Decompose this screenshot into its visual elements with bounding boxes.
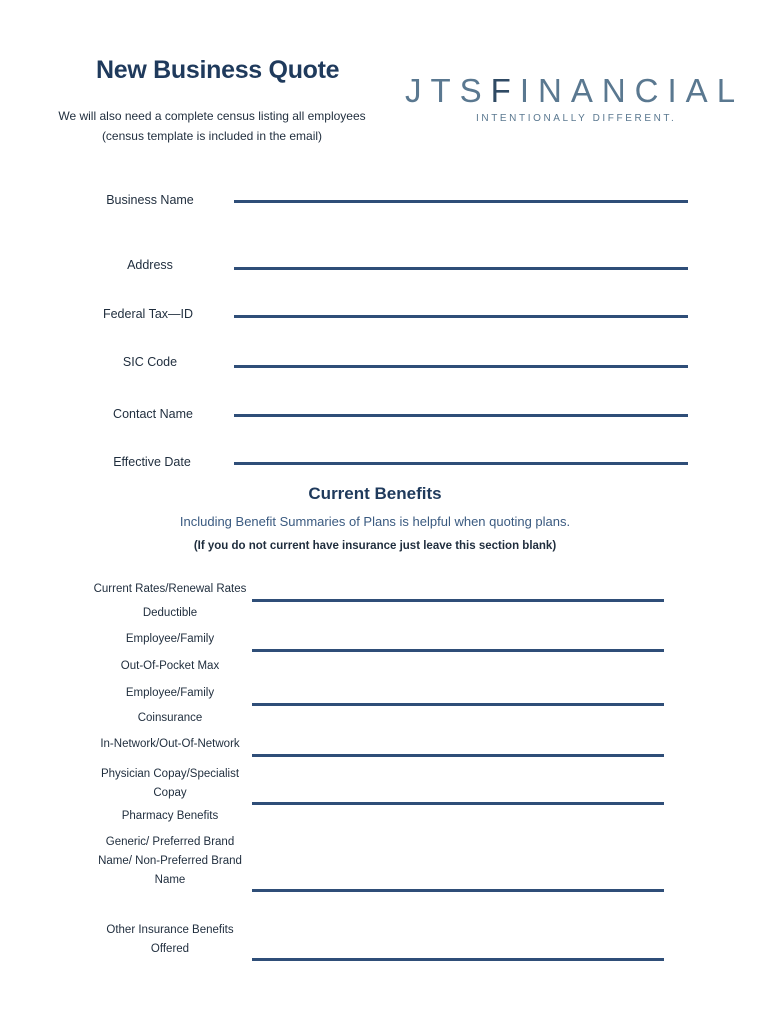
contact-name-field[interactable] <box>234 414 688 417</box>
logo-text-part-1: JTS <box>405 72 491 109</box>
coinsurance-field[interactable] <box>252 754 664 757</box>
other-benefits-label-2: Offered <box>150 943 190 955</box>
business-name-label: Business Name <box>106 193 194 207</box>
physician-copay-label-2: Copay <box>153 787 187 799</box>
other-benefits-field[interactable] <box>252 958 664 961</box>
pharmacy-benefits-field[interactable] <box>252 889 664 892</box>
page-title: New Business Quote <box>96 56 340 84</box>
current-rates-field[interactable] <box>252 599 664 602</box>
current-rates-label: Current Rates/Renewal Rates <box>93 583 247 595</box>
business-name-field[interactable] <box>234 200 688 203</box>
address-label: Address <box>127 258 173 272</box>
company-logo <box>405 72 744 110</box>
pharmacy-benefits-label: Pharmacy Benefits <box>121 810 219 822</box>
physician-copay-field[interactable] <box>252 802 664 805</box>
logo-text-part-3: INANCIAL <box>519 72 745 109</box>
section-note: (If you do not current have insurance just leave this section blank) <box>193 540 557 552</box>
effective-date-label: Effective Date <box>113 455 191 469</box>
generic-brand-label-1: Generic/ Preferred Brand <box>105 836 235 848</box>
generic-brand-label-3: Name <box>154 874 186 886</box>
effective-date-field[interactable] <box>234 462 688 465</box>
employee-family-label-2: Employee/Family <box>125 687 215 699</box>
generic-brand-label-2: Name/ Non-Preferred Brand <box>98 855 242 867</box>
census-note-line-2: (census template is included in the email) <box>101 129 323 143</box>
employee-family-label-1: Employee/Family <box>125 633 215 645</box>
federal-tax-id-label: Federal Tax—ID <box>102 307 194 321</box>
deductible-field[interactable] <box>252 649 664 652</box>
federal-tax-id-field[interactable] <box>234 315 688 318</box>
section-subtitle: Including Benefit Summaries of Plans is helpful when quoting plans. <box>179 514 571 529</box>
sic-code-label: SIC Code <box>122 355 178 369</box>
address-field[interactable] <box>234 267 688 270</box>
deductible-label: Deductible <box>142 607 198 619</box>
section-title: Current Benefits <box>308 484 442 503</box>
census-note-line-1: We will also need a complete census listing all employees <box>58 109 366 123</box>
sic-code-field[interactable] <box>234 365 688 368</box>
in-out-network-label: In-Network/Out-Of-Network <box>100 738 240 750</box>
coinsurance-label: Coinsurance <box>137 712 203 724</box>
logo-text-part-2: F <box>490 72 520 109</box>
logo-tagline: INTENTIONALLY DIFFERENT. <box>476 113 677 124</box>
physician-copay-label-1: Physician Copay/Specialist <box>100 768 240 780</box>
contact-name-label: Contact Name <box>113 407 193 421</box>
out-of-pocket-label: Out-Of-Pocket Max <box>120 660 220 672</box>
out-of-pocket-field[interactable] <box>252 703 664 706</box>
other-benefits-label-1: Other Insurance Benefits <box>106 924 234 936</box>
